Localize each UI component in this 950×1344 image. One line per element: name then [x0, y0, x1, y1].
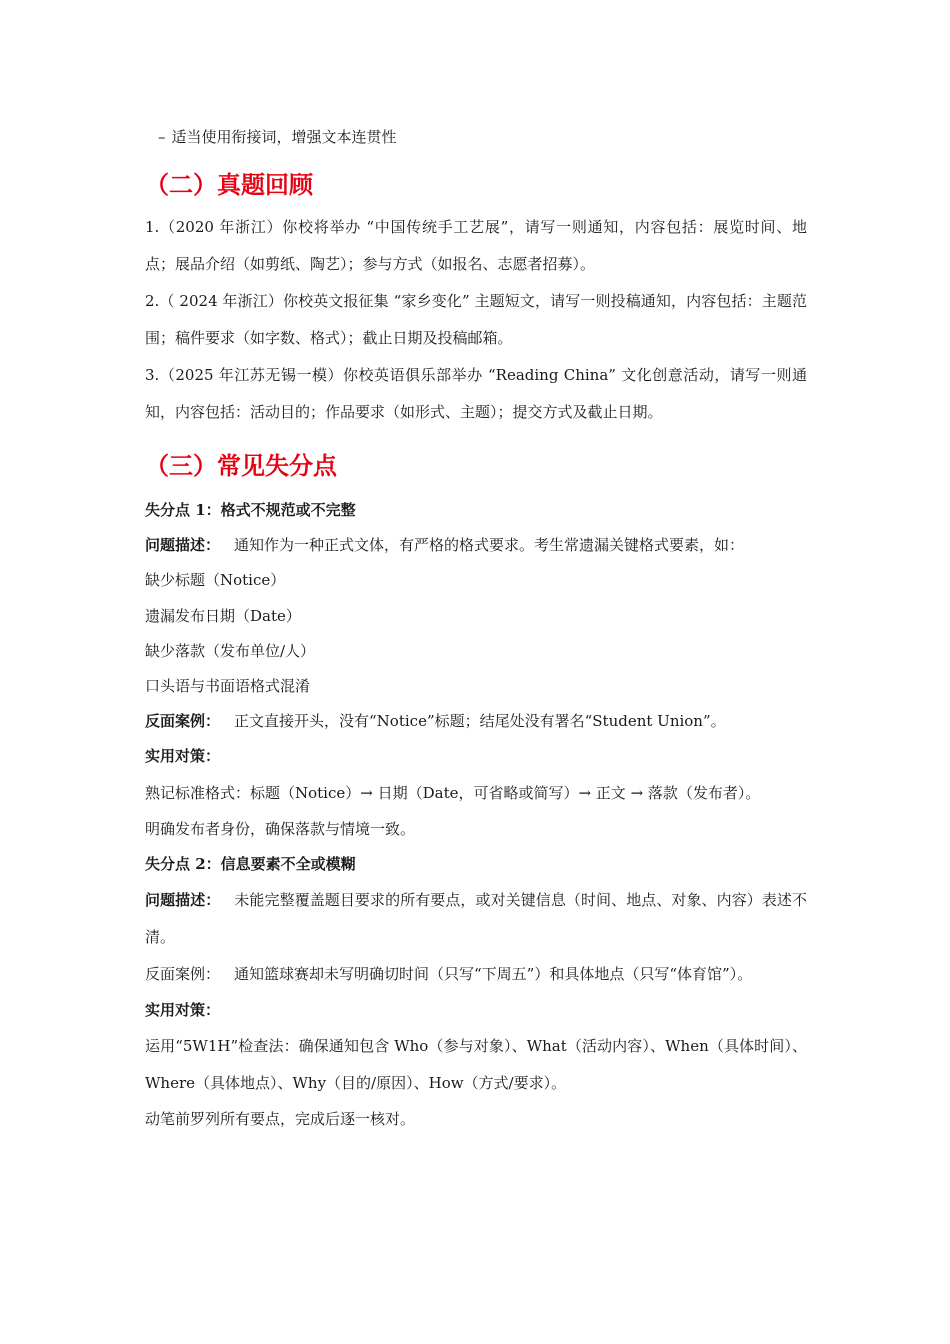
point-1-list-item: 遗漏发布日期（Date）	[145, 606, 301, 625]
description-label: 问题描述：	[145, 536, 221, 555]
point-1-counter-example	[145, 704, 807, 739]
description-text: 未能完整覆盖题目要求的所有要点，或对关键信息（时间、地点、对象、内容）表述不清。	[145, 891, 807, 947]
point-1-heading: 失分点 1：格式不规范或不完整	[145, 501, 356, 519]
page-content	[145, 120, 807, 1137]
description-text: 通知作为一种正式文体，有严格的格式要求。考生常遗漏关键格式要素，如：	[234, 536, 745, 555]
bullet-text: 适当使用衔接词，增强文本连贯性	[171, 128, 397, 146]
point-2-strategy: 运用“5W1H”检查法：确保通知包含 Who（参与对象）、What（活动内容）、When（具体时间）、Where（具体地点）、Why（目的/原因）、How（方式/要求）。	[145, 1037, 807, 1093]
point-2-strategy-label: 实用对策：	[145, 1001, 221, 1020]
point-1-strategy: 明确发布者身份，确保落款与情境一致。	[145, 819, 416, 838]
exam-item-3: 3.（2025 年江苏无锡一模）你校英语俱乐部举办 “Reading China” 文化创意活动，请写一则通知，内容包括：活动目的；作品要求（如形式、主题）；提交方式及截止日期。	[145, 366, 807, 421]
counter-example-text: 正文直接开头，没有“Notice”标题；结尾处没有署名“Student Union”。	[234, 712, 726, 731]
point-1-list-item: 缺少落款（发布单位/人）	[145, 641, 316, 660]
point-1-list-item: 口头语与书面语格式混淆	[145, 677, 311, 696]
point-1-strategy-label: 实用对策：	[145, 747, 221, 766]
point-2-description	[145, 882, 807, 956]
exam-item-2: 2.（ 2024 年浙江）你校英文报征集 “家乡变化” 主题短文，请写一则投稿通知，内容包括：主题范围；稿件要求（如字数、格式）；截止日期及投稿邮箱。	[145, 292, 807, 347]
counter-example-label: 反面案例：	[145, 965, 221, 984]
section-heading-mistakes: （三）常见失分点	[145, 452, 337, 480]
point-1-list-item: 缺少标题（Notice）	[145, 571, 286, 590]
point-2-counter-example	[145, 956, 807, 993]
point-2-heading: 失分点 2：信息要素不全或模糊	[145, 854, 356, 873]
section-heading-review: （二）真题回顾	[145, 171, 313, 199]
exam-item-1: 1.（2020 年浙江）你校将举办 “中国传统手工艺展”，请写一则通知，内容包括：展览时间、地点；展品介绍（如剪纸、陶艺）；参与方式（如报名、志愿者招募）。	[145, 218, 807, 273]
counter-example-label: 反面案例：	[145, 712, 221, 731]
point-1-description	[145, 528, 807, 563]
bullet-item	[158, 120, 807, 154]
dash-bullet-icon: –	[158, 128, 166, 146]
description-label: 问题描述：	[145, 891, 221, 910]
point-1-strategy: 熟记标准格式：标题（Notice）→ 日期（Date，可省略或简写）→ 正文 → 落款（发布者）。	[145, 783, 761, 802]
point-2-strategy: 动笔前罗列所有要点，完成后逐一核对。	[145, 1110, 416, 1129]
counter-example-text: 通知篮球赛却未写明确切时间（只写“下周五”）和具体地点（只写“体育馆”）。	[234, 965, 753, 984]
